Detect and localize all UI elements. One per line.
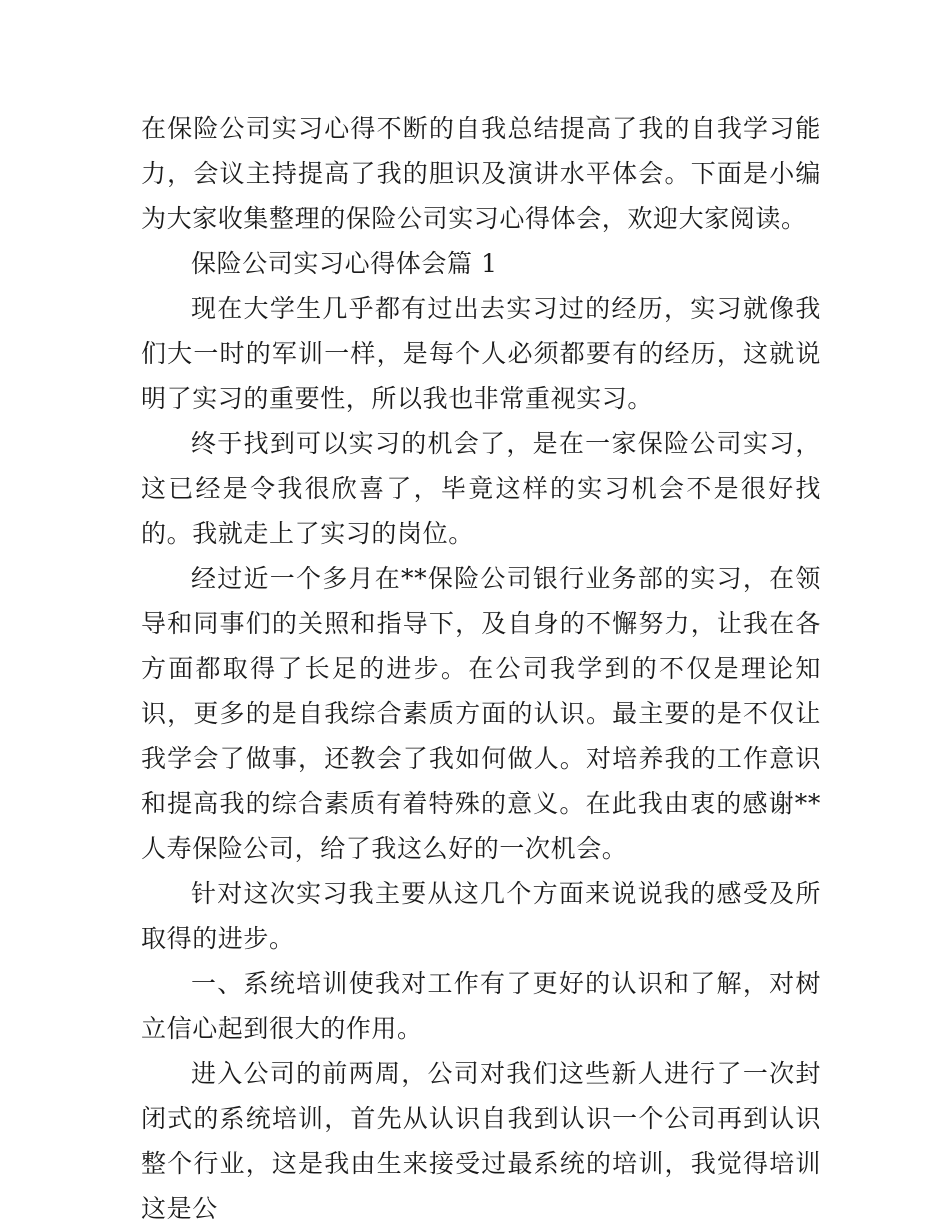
body-paragraph: 现在大学生几乎都有过出去实习过的经历，实习就像我们大一时的军训一样，是每个人必须都要有的经历，这就说明了实习的重要性，所以我也非常重视实习。 — [141, 294, 821, 413]
numbered-point: 一、系统培训使我对工作有了更好的认识和了解，对树立信心起到很大的作用。 — [141, 969, 821, 1043]
intro-paragraph: 在保险公司实习心得不断的自我总结提高了我的自我学习能力，会议主持提高了我的胆识及演讲水平体会。下面是小编为大家收集整理的保险公司实习心得体会，欢迎大家阅读。 — [141, 114, 821, 233]
document-body — [141, 106, 821, 1231]
body-paragraph: 经过近一个多月在**保险公司银行业务部的实习，在领导和同事们的关照和指导下，及自身的不懈努力，让我在各方面都取得了长足的进步。在公司我学到的不仅是理论知识，更多的是自我综合素质方面的认识。最主要的是不仅让我学会了做事，还教会了我如何做人。对培养我的工作意识和提高我的综合素质有着特殊的意义。在此我由衷的感谢**人寿保险公司，给了我这么好的一次机会。 — [141, 564, 821, 863]
body-paragraph: 针对这次实习我主要从这几个方面来说说我的感受及所取得的进步。 — [141, 879, 821, 953]
body-paragraph: 进入公司的前两周，公司对我们这些新人进行了一次封闭式的系统培训，首先从认识自我到认识一个公司再到认识整个行业，这是我由生来接受过最系统的培训，我觉得培训这是公 — [141, 1059, 821, 1223]
body-paragraph: 终于找到可以实习的机会了，是在一家保险公司实习，这已经是令我很欣喜了，毕竟这样的实习机会不是很好找的。我就走上了实习的岗位。 — [141, 429, 821, 548]
section-heading: 保险公司实习心得体会篇 1 — [191, 249, 498, 278]
